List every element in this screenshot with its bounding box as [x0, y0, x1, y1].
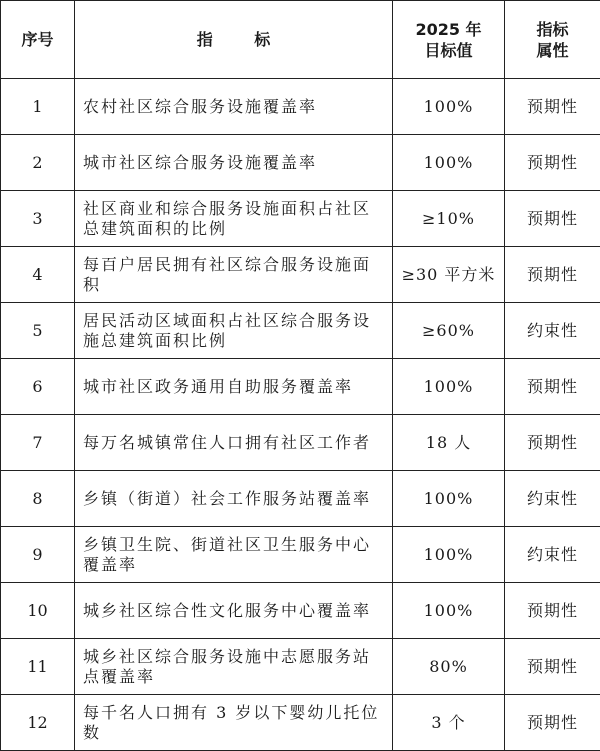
header-seq: 序号 [1, 1, 75, 79]
header-attribute-line1: 指标 [505, 19, 600, 40]
row-seq: 10 [1, 583, 75, 639]
row-indicator-name: 乡镇卫生院、街道社区卫生服务中心覆盖率 [75, 527, 393, 583]
row-seq: 9 [1, 527, 75, 583]
table-row [1, 135, 600, 191]
row-attribute: 预期性 [505, 695, 600, 751]
table-row [1, 303, 600, 359]
row-attribute: 预期性 [505, 247, 600, 303]
row-attribute: 预期性 [505, 583, 600, 639]
row-attribute: 预期性 [505, 191, 600, 247]
table-row [1, 415, 600, 471]
row-attribute: 约束性 [505, 471, 600, 527]
row-target-value: 100% [393, 135, 505, 191]
header-target [393, 1, 505, 79]
row-target-value: 100% [393, 583, 505, 639]
row-indicator-name: 乡镇（街道）社会工作服务站覆盖率 [75, 471, 393, 527]
row-seq: 1 [1, 79, 75, 135]
table-row [1, 639, 600, 695]
row-indicator-name: 每百户居民拥有社区综合服务设施面积 [75, 247, 393, 303]
header-attribute-line2: 属性 [505, 40, 600, 61]
header-target-line1: 2025 年 [393, 19, 504, 40]
row-seq: 7 [1, 415, 75, 471]
row-indicator-name: 城市社区综合服务设施覆盖率 [75, 135, 393, 191]
row-seq: 4 [1, 247, 75, 303]
row-indicator-name: 城市社区政务通用自助服务覆盖率 [75, 359, 393, 415]
table-row [1, 359, 600, 415]
row-attribute: 预期性 [505, 359, 600, 415]
table-row [1, 247, 600, 303]
row-target-value: 100% [393, 359, 505, 415]
table-row [1, 583, 600, 639]
table-row [1, 79, 600, 135]
row-target-value: 18 人 [393, 415, 505, 471]
row-seq: 8 [1, 471, 75, 527]
row-seq: 11 [1, 639, 75, 695]
row-indicator-name: 社区商业和综合服务设施面积占社区总建筑面积的比例 [75, 191, 393, 247]
row-indicator-name: 每万名城镇常住人口拥有社区工作者 [75, 415, 393, 471]
row-attribute: 预期性 [505, 415, 600, 471]
row-attribute: 约束性 [505, 527, 600, 583]
row-seq: 2 [1, 135, 75, 191]
row-indicator-name: 农村社区综合服务设施覆盖率 [75, 79, 393, 135]
row-target-value: 100% [393, 79, 505, 135]
row-indicator-name: 城乡社区综合性文化服务中心覆盖率 [75, 583, 393, 639]
row-target-value: 100% [393, 471, 505, 527]
header-attribute [505, 1, 600, 79]
row-target-value: ≥30 平方米 [393, 247, 505, 303]
header-indicator [75, 1, 393, 79]
row-attribute: 预期性 [505, 639, 600, 695]
row-target-value: 100% [393, 527, 505, 583]
row-attribute: 预期性 [505, 135, 600, 191]
row-attribute: 预期性 [505, 79, 600, 135]
table-row [1, 191, 600, 247]
row-seq: 5 [1, 303, 75, 359]
row-target-value: ≥10% [393, 191, 505, 247]
row-target-value: ≥60% [393, 303, 505, 359]
row-seq: 6 [1, 359, 75, 415]
row-attribute: 约束性 [505, 303, 600, 359]
table-header-row [1, 1, 600, 79]
row-seq: 3 [1, 191, 75, 247]
table-row [1, 471, 600, 527]
header-indicator-label: 指 标 [179, 30, 289, 49]
row-target-value: 80% [393, 639, 505, 695]
row-seq: 12 [1, 695, 75, 751]
row-indicator-name: 居民活动区域面积占社区综合服务设施总建筑面积比例 [75, 303, 393, 359]
row-indicator-name: 每千名人口拥有 3 岁以下婴幼儿托位数 [75, 695, 393, 751]
table-row [1, 527, 600, 583]
row-target-value: 3 个 [393, 695, 505, 751]
row-indicator-name: 城乡社区综合服务设施中志愿服务站点覆盖率 [75, 639, 393, 695]
header-target-line2: 目标值 [393, 40, 504, 61]
table-row [1, 695, 600, 751]
